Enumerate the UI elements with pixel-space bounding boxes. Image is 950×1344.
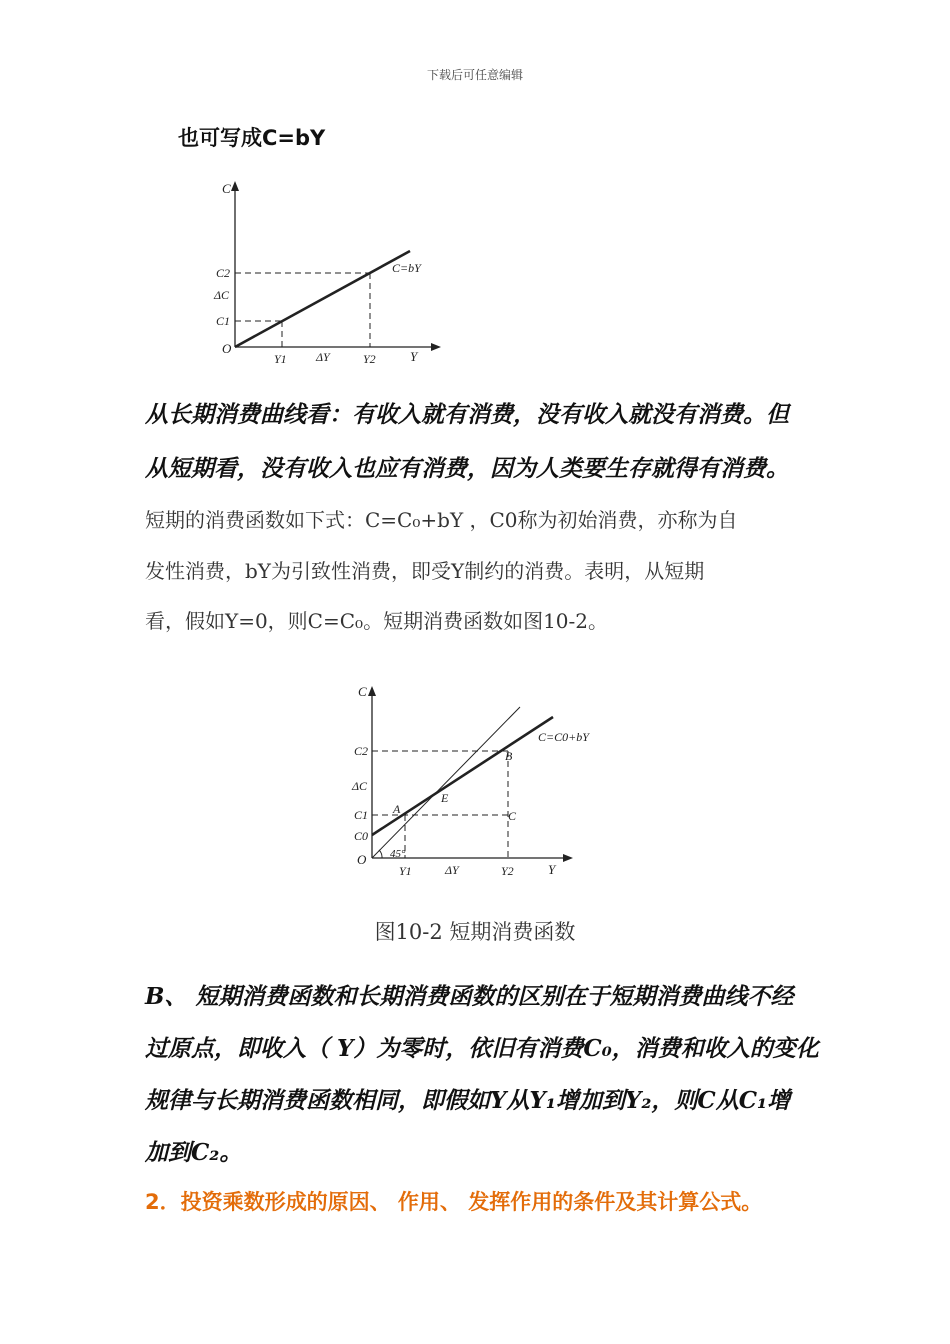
c1-label: C1 [216,314,231,328]
paragraph-line: 发性消费，bY为引致性消费，即受Y制约的消费。表明，从短期 [145,559,705,583]
figure-caption: 图10-2 短期消费函数 [374,920,576,944]
point-c-label: C [508,809,517,823]
y-axis-arrow [431,343,441,351]
consumption-line [372,717,553,835]
bold-paragraph-line: B、 短期消费函数和长期消费函数的区别在于短期消费曲线不经 [145,983,794,1010]
y-axis-label: Y [410,349,418,364]
c2-label: C2 [216,266,231,280]
point-a-label: A [393,802,401,816]
y1-label: Y1 [399,864,412,878]
c-axis-arrow [368,686,376,696]
c0-label: C0 [354,829,369,843]
section-heading: 2．投资乘数形成的原因、 作用、 发挥作用的条件及其计算公式。 [145,1190,763,1214]
c2-label: C2 [354,744,369,758]
point-b-label: B [505,749,513,763]
y2-label: Y2 [501,864,514,878]
line-label: C=bY [392,261,421,275]
bold-paragraph-line: 规律与长期消费函数相同，即假如Y从Y₁增加到Y₂，则C从C₁增 [145,1087,791,1114]
delta-y-label: ΔY [316,350,330,364]
c-axis-label: C [358,684,367,699]
bold-paragraph-line: 从短期看，没有收入也应有消费，因为人类要生存就得有消费。 [145,455,789,482]
delta-y-label: ΔY [445,863,459,877]
bold-paragraph-line: 从长期消费曲线看：有收入就有消费，没有收入就没有消费。但 [145,401,789,428]
point-e-label: E [441,791,449,805]
paragraph-line: 短期的消费函数如下式：C=C₀+bY ，C0称为初始消费，亦称为自 [145,508,738,532]
c1-label: C1 [354,808,369,822]
y-axis-arrow [563,854,573,862]
page-header: 下载后可任意编辑 [426,68,523,82]
bold-paragraph-line: 过原点，即收入（ Y）为零时，依旧有消费C₀，消费和收入的变化 [145,1035,819,1062]
delta-c-label: ΔC [352,779,368,793]
origin-label: O [357,852,367,867]
bold-paragraph-line: 加到C₂。 [145,1139,243,1166]
origin-label: O [222,341,232,356]
y2-label: Y2 [363,352,376,366]
45-degree-line [372,707,520,858]
formula-heading: 也可写成C=bY [178,126,326,150]
y-axis-label: Y [548,862,556,877]
delta-c-label: ΔC [214,288,230,302]
long-run-consumption-figure [210,175,450,375]
short-run-consumption-figure [345,680,615,885]
line-label: C=C0+bY [538,730,589,744]
c-axis-arrow [231,181,239,191]
angle-label: 45° [390,848,406,860]
consumption-line [235,251,410,347]
c-axis-label: C [222,181,231,196]
paragraph-line: 看，假如Y=0，则C=C₀。短期消费函数如图10-2。 [145,609,608,633]
y1-label: Y1 [274,352,287,366]
